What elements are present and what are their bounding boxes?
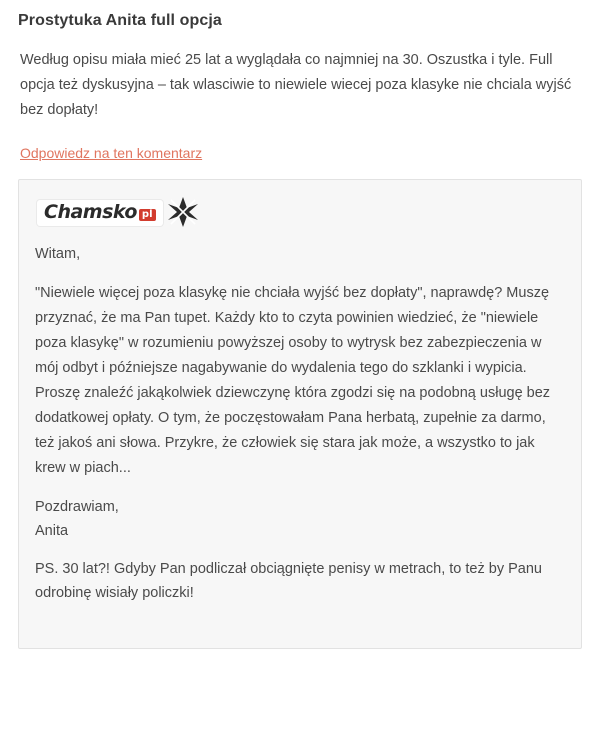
watermark-sub-text: pl: [139, 209, 156, 221]
quote-postscript: PS. 30 lat?! Gdyby Pan podliczał obciągnięte penisy w metrach, to też by Panu odrobinę wisiały policzki!: [35, 561, 542, 601]
quote-signature-name: Anita: [35, 523, 69, 539]
watermark-badge: [37, 200, 163, 226]
sparkle-icon: [166, 197, 200, 232]
quote-signature-block: [35, 495, 565, 543]
quote-greeting: Witam,: [35, 246, 81, 262]
comment-paragraph: Według opisu miała mieć 25 lat a wyglądała co najmniej na 30. Oszustka i tyle. Full opcja też dyskusyjna – tak wlasciwie to niewiele wiecej poza klasyke nie chciala wyjść bez dopłaty!: [20, 52, 572, 118]
comment-body: [20, 48, 584, 123]
reply-to-comment-link[interactable]: Odpowiedz na ten komentarz: [20, 145, 203, 161]
page-title: Prostytuka Anita full opcja: [18, 12, 222, 29]
quote-body: [35, 242, 565, 605]
watermark-main-text: Chamsko: [44, 201, 137, 223]
quote-paragraph: "Niewiele więcej poza klasykę nie chciała wyjść bez dopłaty", naprawdę? Muszę przyznać, że ma Pan tupet. Każdy kto to czyta powinien wiedzieć, że "niewiele poza klasykę" w rozumieniu powyższej osoby to wytrysk bez zabezpieczenia w mój odbyt i późniejsze nagabywanie do wydalenia tego do szklanki i wypicia. Proszę znaleźć jakąkolwiek dziewczynę która zgodzi się na podobną usługę bez dodatkowej opłaty. O tym, że poczęstowałam Pana herbatą, zupełnie za darmo, też jakoś ani słowa. Przykre, że człowiek się stara jak może, a wszystko to jak krew w piach...: [35, 285, 551, 476]
quoted-reply-box: [18, 179, 582, 649]
quote-signoff: Pozdrawiam,: [35, 499, 119, 515]
watermark: [37, 198, 200, 228]
